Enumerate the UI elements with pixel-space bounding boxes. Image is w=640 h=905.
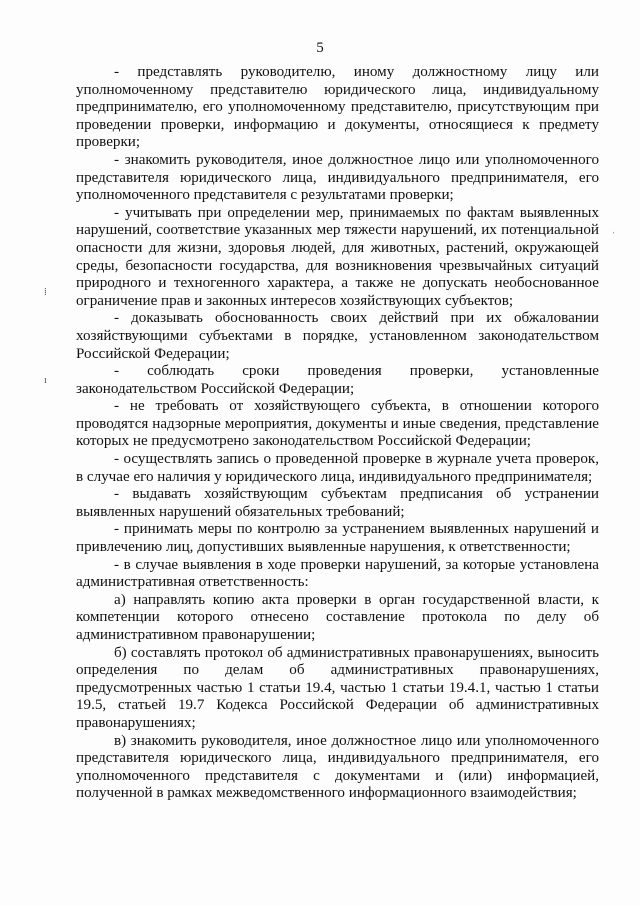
page-number: 5 (316, 40, 324, 56)
paragraph-consider-measures: - учитывать при определении мер, принимаемых по фактам выявленных нарушений, соответствие указанных мер тяжести нарушений, их потенциальной опасности для жизни, здоровья людей, для животных, растений, окружающей среды, безопасности государства, для возникновения чрезвычайных ситуаций природного и техногенного характера, а также не допускать необоснованное ограничение прав и законных интересов хозяйствующих субъектов; (76, 204, 599, 309)
paragraph-item-c: в) знакомить руководителя, иное должностное лицо или уполномоченного представителя юридического лица, индивидуального предпринимателя, его уполномоченного представителя с документами и (или) информацией, полученной в рамках межведомственного информационного взаимодействия; (76, 732, 599, 802)
document-body (76, 64, 599, 803)
paragraph-observe-deadlines: - соблюдать сроки проведения проверки, установленные законодательством Российской Федерации; (76, 363, 599, 397)
scan-mark-right: ˈ (612, 231, 616, 242)
paragraph-not-require-documents: - не требовать от хозяйствующего субъекта, в отношении которого проводятся надзорные мероприятия, документы и иные сведения, представление которых не предусмотрено законодательством Российской Федерации; (76, 398, 599, 450)
paragraph-take-measures: - принимать меры по контролю за устранением выявленных нарушений и привлечению лиц, допустивших выявленные нарушения, к ответственности; (76, 521, 599, 556)
paragraph-familiarize-results: - знакомить руководителя, иное должностное лицо или уполномоченного представителя юридического лица, индивидуального предпринимателя, его уполномоченного представителя с результатами проверки; (76, 151, 599, 204)
paragraph-violations-liability: - в случае выявления в ходе проверки нарушений, за которые установлена административная ответственность: (76, 556, 599, 591)
paragraph-issue-orders: - выдавать хозяйствующим субъектам предписания об устранении выявленных нарушений обязательных требований; (76, 486, 599, 520)
scan-mark-left-1: ⁞ (44, 287, 47, 298)
paragraph-prove-validity: - доказывать обоснованность своих действий при их обжаловании хозяйствующими субъектами в порядке, установленном законодательством Российской Федерации; (76, 310, 599, 362)
scan-mark-left-2: ı (44, 375, 47, 386)
paragraph-record-inspection: - осуществлять запись о проведенной проверке в журнале учета проверок, в случае его наличия у юридического лица, индивидуального предпринимателя; (76, 451, 599, 485)
paragraph-item-b: б) составлять протокол об административных правонарушениях, выносить определения по делам об административных правонарушениях, предусмотренных частью 1 статьи 19.4, частью 1 статьи 19.4.1, частью 1 статьи 19.5, статьей 19.7 Кодекса Российской Федерации об административных правонарушениях; (76, 644, 599, 731)
paragraph-present-information: - представлять руководителю, иному должностному лицу или уполномоченному представителю юридического лица, индивидуальному предпринимателю, его уполномоченному представителю, присутствующим при проведении проверки, информацию и документы, относящиеся к предмету проверки; (76, 64, 599, 151)
paragraph-item-a: а) направлять копию акта проверки в орган государственной власти, к компетенции которого отнесено составление протокола по делу об административном правонарушении; (76, 591, 599, 643)
